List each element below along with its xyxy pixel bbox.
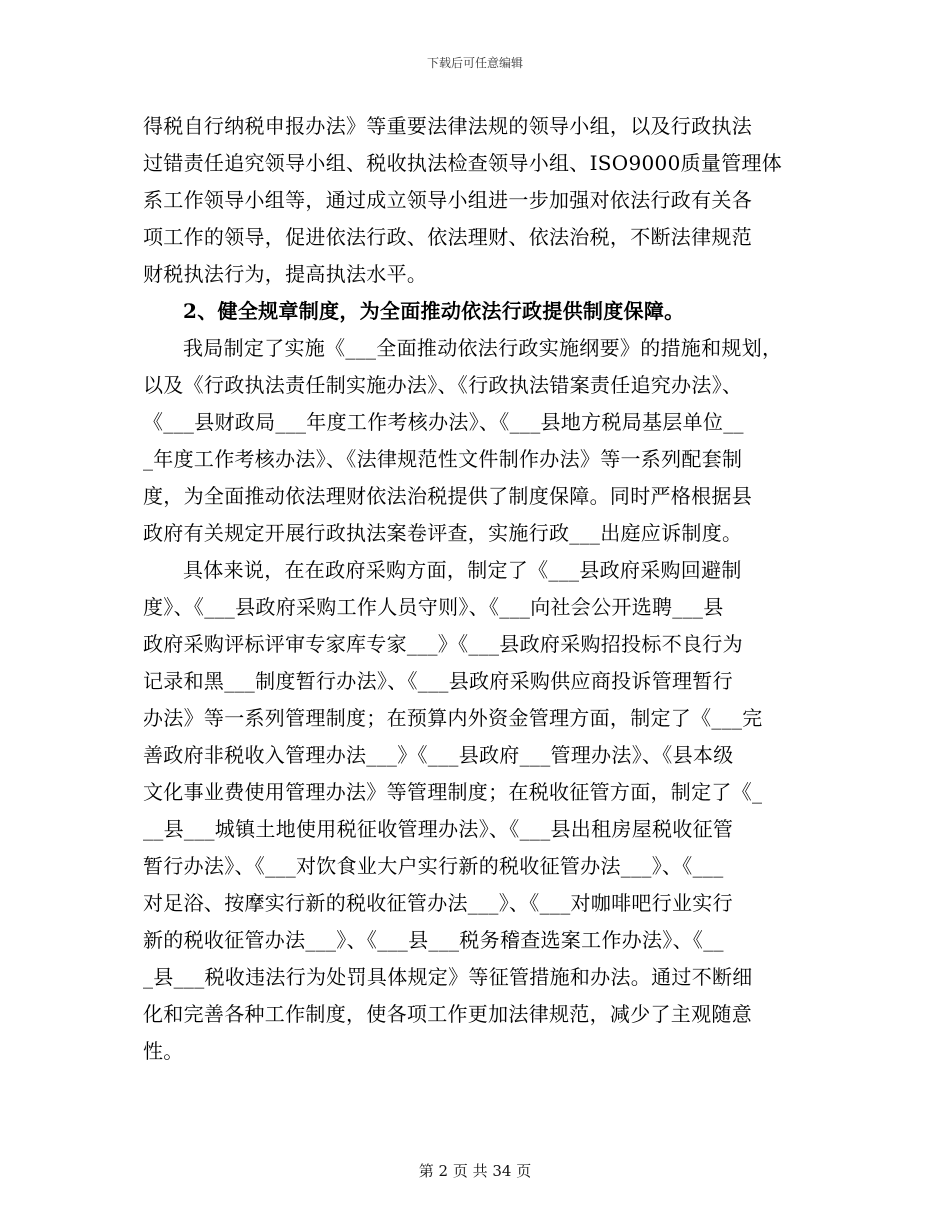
body-line: 得税自行纳税申报办法》等重要法律法规的领导小组，以及行政执法 — [143, 114, 752, 138]
body-line: 度》、《___县政府采购工作人员守则》、《___向社会公开选聘___县 — [143, 595, 724, 619]
body-line: 政府有关规定开展行政执法案卷评查，实施行政___出庭应诉制度。 — [143, 521, 743, 545]
section-heading: 2、健全规章制度，为全面推动依法行政提供制度保障。 — [183, 299, 685, 323]
body-line: 财税执法行为，提高执法水平。 — [143, 262, 428, 286]
page-footer: 第 2 页 共 34 页 — [418, 1162, 532, 1180]
body-line: 过错责任追究领导小组、税收执法检查领导小组、ISO9000质量管理体 — [143, 151, 783, 175]
body-line: 记录和黑___制度暂行办法》、《___县政府采购供应商投诉管理暂行 — [143, 669, 733, 693]
page-header: 下载后可任意编辑 — [426, 56, 523, 70]
body-line: 化和完善各种工作制度，使各项工作更加法律规范，减少了主观随意 — [143, 1002, 752, 1026]
body-line: 新的税收征管办法___》、《___县___税务稽查选案工作办法》、《__ — [143, 928, 724, 952]
body-line: 《___县财政局___年度工作考核办法》、《___县地方税局基层单位__ — [143, 410, 744, 434]
body-line: 具体来说，在在政府采购方面，制定了《___县政府采购回避制 — [183, 558, 742, 582]
body-line: 文化事业费使用管理办法》等管理制度；在税收征管方面，制定了《_ — [143, 780, 763, 804]
body-line: 对足浴、按摩实行新的税收征管办法___》、《___对咖啡吧行业实行 — [143, 891, 733, 915]
body-line: 暂行办法》、《___对饮食业大户实行新的税收征管办法___》、《___ — [143, 854, 724, 878]
body-line: 政府采购评标评审专家库专家___》《___县政府采购招投标不良行为 — [143, 632, 743, 656]
body-line: 项工作的领导，促进依法行政、依法理财、依法治税，不断法律规范 — [143, 225, 752, 249]
document-body — [143, 108, 809, 1070]
body-line: 善政府非税收入管理办法___》《___县政府___管理办法》、《县本级 — [143, 743, 734, 767]
body-line: 性。 — [143, 1039, 184, 1063]
body-line: 系工作领导小组等，通过成立领导小组进一步加强对依法行政有关各 — [143, 188, 752, 212]
body-line: 办法》等一系列管理制度；在预算内外资金管理方面，制定了《___完 — [143, 706, 763, 730]
body-line: _年度工作考核办法》、《法律规范性文件制作办法》等一系列配套制 — [143, 447, 743, 471]
body-line: _县___税收违法行为处罚具体规定》等征管措施和办法。通过不断细 — [143, 965, 753, 989]
body-line: 我局制定了实施《___全面推动依法行政实施纲要》的措施和规划， — [183, 336, 783, 360]
body-line: 度，为全面推动依法理财依法治税提供了制度保障。同时严格根据县 — [143, 484, 752, 508]
body-line: __县___城镇土地使用税征收管理办法》、《___县出租房屋税收征管 — [143, 817, 734, 841]
body-line: 以及《行政执法责任制实施办法》、《行政执法错案责任追究办法》、 — [143, 373, 743, 397]
